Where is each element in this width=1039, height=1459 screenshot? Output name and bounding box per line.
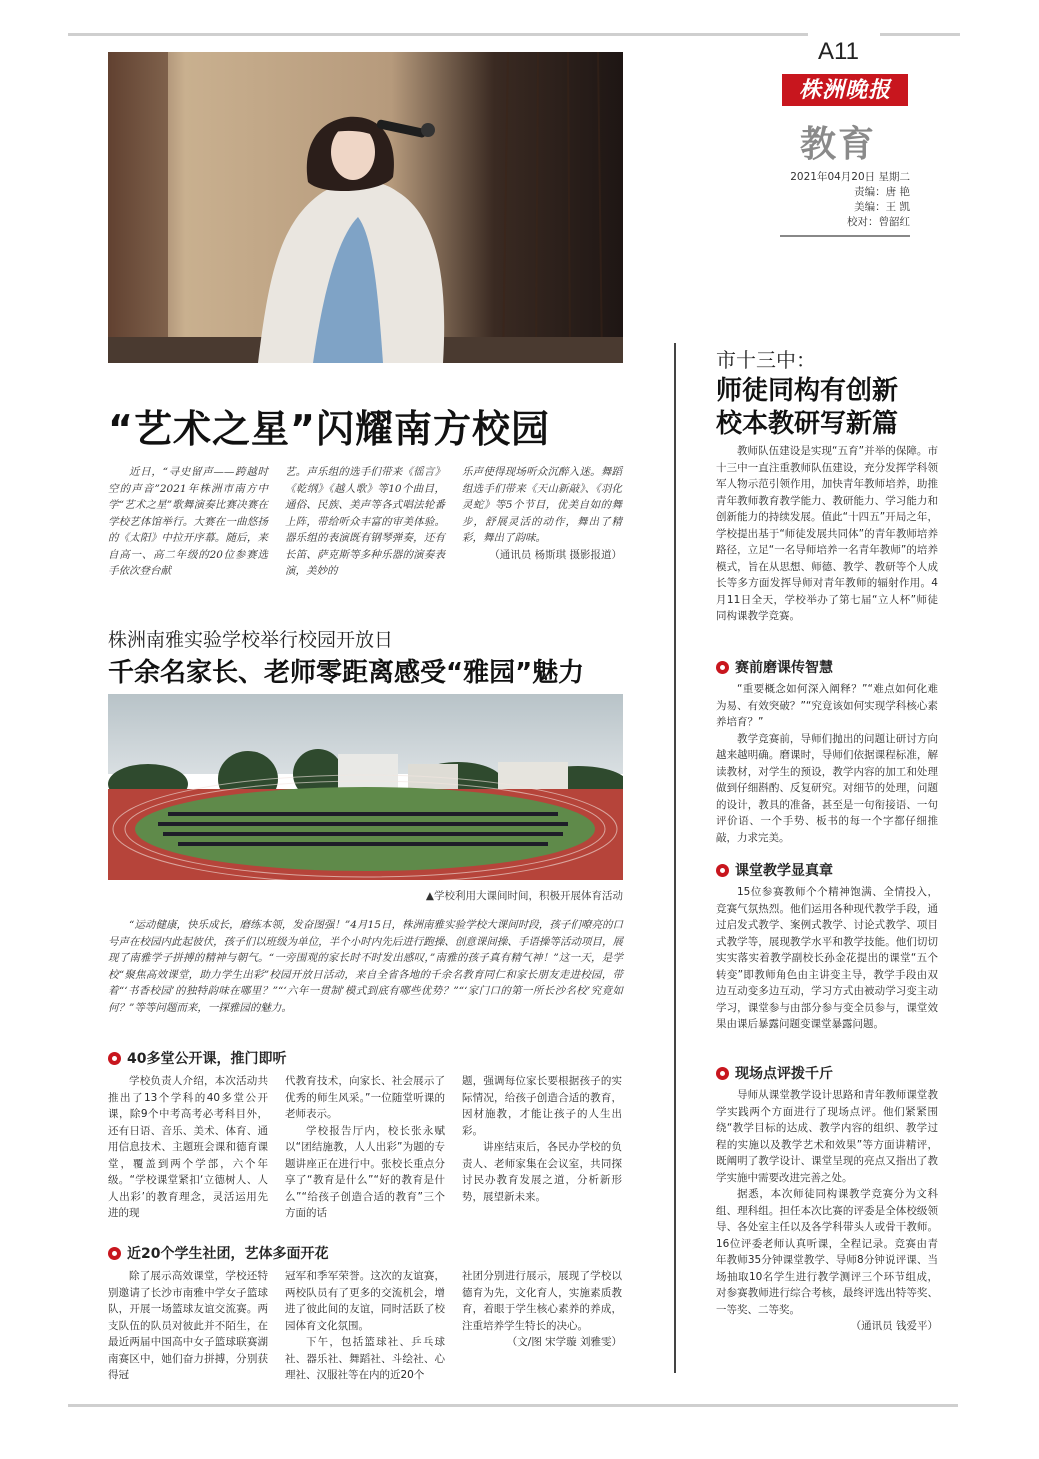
section-title: 教育 [800,124,877,165]
playground-caption: ▲学校利用大课间时间，积极开展体育活动 [425,890,623,902]
article1-col2 [285,464,445,580]
article2-s1-col2 [285,1073,445,1222]
article2-s1-col3 [462,1073,622,1205]
article2-s2-col3 [462,1268,622,1351]
article3-sub3-title: 现场点评拨千斤 [735,1066,833,1082]
article3-sub3 [716,1063,833,1083]
article3-sub1 [716,657,833,677]
article2-sub2 [108,1243,328,1263]
article3-sub1-title: 赛前磨课传智慧 [735,660,833,676]
article2-headline: 千余名家长、老师零距离感受“雅园”魅力 [108,658,585,688]
article3-s2 [716,884,938,1033]
article3-kicker: 市十三中： [716,348,816,372]
article1-col1-text: 近日，“寻史留声——跨越时空的声音”2021年株洲市南方中学“艺术之星”歌舞演奏比赛决赛在学校艺体馆举行。大赛在一曲悠扬的《太阳》中拉开序幕。随后，来自高一、高二年级的20位参赛选手依次登台献 [108,466,268,577]
article2-lead-text: “运动健康，快乐成长，磨练本领，发奋图强！”4月15日，株洲南雅实验学校大课间时段，孩子们嘹亮的口号声在校园内此起彼伏，孩子们以班级为单位，半个小时内先后进行跑操、创意课间操、手语操等活动项目，展现了南雅学子拼搏的精神与朝气。“一旁围观的家长时不时发出感叹，”南雅的孩子真有精气神！”这一天，是学校“聚焦高效课堂，助力学生出彩”校园开放日活动，来自全省各地的千余名教育同仁和家长朋友走进校园，带着“‘书香校园’的独特韵味在哪里？”“‘六年一贯制’模式到底有哪些优势？”“‘家门口的第一所长沙名校’究竟如何？”等等问题而来，一探雅园的魅力。 [108,919,623,1014]
article2-s1-col3a-text: 题，强调每位家长要根据孩子的实际情况，给孩子创造合适的教育，因材施教，才能让孩子的人生出彩。 [462,1075,622,1137]
article1-credit: （通讯员 杨斯琪 摄影报道） [489,548,622,561]
article2-s2-col2b-text: 下午，包括篮球社、乒乓球社、器乐社、舞蹈社、斗绘社、心理社、汉服社等在内的近20个 [285,1336,445,1381]
article3-s1-p1: “重要概念如何深入阐释？”“难点如何化难为易、有效突破？”“究竟该如何实现学科核心素养培育？” [716,683,938,728]
article3-s3-p2: 据悉，本次师徒同构课教学竞赛分为文科组、理科组。担任本次比赛的评委是全体校级领导、各处室主任以及各学科带头人或骨干教师。16位评委老师认真听课，全程记录。竞赛由青年教师35分钟课堂教学、导师8分钟说评课、当场抽取10名学生进行教学测评三个环节组成，对参赛教师进行综合考核，最终评选出特等奖、一等奖、二等奖。 [716,1188,938,1316]
page-number: A11 [818,38,859,65]
article3-s3-p1: 导师从课堂教学设计思路和青年教师课堂教学实践两个方面进行了现场点评。他们紧紧围绕“教学目标的达成、教学内容的组织、教学过程的实施以及教学艺术和效果”等方面讲精评，既阐明了教学设计、课堂呈现的亮点又指出了教学实施中需要改进完善之处。 [716,1089,938,1184]
article2-s1-col2a-text: 代教育技术，向家长、社会展示了优秀的师生风采。”一位随堂听课的老师表示。 [285,1075,445,1120]
article3-s1 [716,681,938,846]
article1-col2-text: 艺。声乐组的选手们带来《徭言》《乾纲》《越人歌》等10个曲目，通俗、民族、美声等各式唱法轮番上阵，带给听众丰富的审美体验。器乐组的表演既有钢琴弹奏，还有长笛、萨克斯等多种乐器的演奏表演，美妙的 [285,466,445,577]
paper-logo: 株洲晚报 [782,74,908,106]
top-rule-right [880,33,960,36]
proofreader-credit: 校对：曾韶红 [847,216,910,228]
article1-col3-text: 乐声使得现场听众沉醉入迷。舞蹈组选手们带来《天山新敲》、《羽化灵蛇》等5个节目，优美自如的舞步，舒展灵活的动作，舞出了精彩，舞出了韵味。 [462,466,622,544]
bottom-rule [68,1404,958,1407]
top-rule [68,33,808,36]
article2-sub2-title: 近20个学生社团，艺体多面开花 [127,1246,329,1262]
article3-sub2 [716,860,833,880]
article2-s1-col3b-text: 讲座结束后，各民办学校的负责人、老师家集在会议室，共同探讨民办教育发展之道，分析新形势，展望新未来。 [462,1141,622,1203]
article3-headline-1: 师徒同构有创新 [716,376,899,406]
column-divider [674,343,676,1373]
article1-col3 [462,464,622,563]
article3-headline-2: 校本教研写新篇 [716,409,899,439]
article2-s2-col1-text: 除了展示高效课堂，学校还特别邀请了长沙市南雅中学女子篮球队，开展一场篮球友谊交流赛。两支队伍的队员对彼此并不陌生，在最近两届中国高中女子篮球联赛湖南赛区中，她们奋力拼搏，分别获得冠 [108,1270,268,1381]
article2-s2-col1 [108,1268,268,1384]
singer-photo [108,52,623,363]
article3-s2-p1: 15位参赛教师个个精神饱满、全情投入，竞赛气氛热烈。他们运用各种现代教学手段，通过启发式教学、案例式教学、讨论式教学、项目式教学等，展现教学水平和教学技能。他们切切实实落实着教学副校长孙金花提出的课堂“五个转变”即教师角色由主讲变主导，教学手段由双边互动变多边互动，学习方式由被动学习变主动学习，课堂参与由部分参与变全员参与，课堂效果由课后暴露问题变课堂暴露问题。 [716,886,938,1030]
article2-s1-col1 [108,1073,268,1222]
article3-credit: （通讯员 钱爱平） [850,1320,938,1332]
playground-photo [108,694,623,880]
date-line [770,170,910,230]
article3-lead-text: 教师队伍建设是实现“五育”并举的保障。市十三中一直注重教师队伍建设，充分发挥学科领军人物示范引领作用，加快青年教师培养，助推青年教师教育教学能力、教研能力、学习能力和创新能力的持续发展。值此“十四五”开局之年，学校提出基于“师徒发展共同体”的青年教师培养路径，立足“一名导师培养一名青年教师”的培养模式，旨在从思想、师德、教学、教研等个人成长等多方面发挥导师对青年教师的辐射作用。4月11日全天，学校举办了第七届“立人杯”师徒同构课教学竞赛。 [716,445,938,622]
editor-credit: 责编：唐 艳 [854,186,910,198]
article1-headline: “艺术之星”闪耀南方校园 [108,407,550,451]
article3-sub2-title: 课堂教学显真章 [735,863,833,879]
bullet-icon [716,864,729,877]
article2-kicker: 株洲南雅实验学校举行校园开放日 [108,629,394,651]
article2-s2-col2 [285,1268,445,1384]
article2-credit: （文/图 宋学璇 刘雅雯） [506,1336,622,1348]
bullet-icon [716,1067,729,1080]
article2-lead [108,917,623,1016]
article2-sub1-title: 40多堂公开课，推门即听 [127,1051,287,1067]
article2-s1-col1-text: 学校负责人介绍，本次活动共推出了13个学科的40多堂公开课，除9个中考高考必考科目外，还有日语、音乐、美术、体育、通用信息技术、主题班会课和德育课堂，覆盖到两个学部，六个年级。“学校课堂紧扣‘立德树人、人人出彩’的教育理念，灵活运用先进的现 [108,1075,268,1219]
bullet-icon [716,661,729,674]
article3-s1-p2: 教学竞赛前，导师们抛出的问题让研讨方向越来越明确。磨课时，导师们依据课程标准，解读教材，对学生的预设，教学内容的加工和处理做到仔细斟酌、反复研究。对细节的处理，问题的设计，教具的准备，甚至是一句衔接语、一句评价语、一个手势、板书的每一个字都仔细推敲，力求完美。 [716,732,938,844]
bullet-icon [108,1247,121,1260]
article2-s1-col2b-text: 学校报告厅内，校长张永赋以“团结施教，人人出彩”为题的专题讲座正在进行中。张校长重点分享了“教育是什么”“好的教育是什么”“给孩子创造合适的教育”三个方面的话 [285,1124,445,1219]
issue-date: 2021年04月20日 星期二 [790,171,910,183]
masthead-rule [780,235,910,237]
designer-credit: 美编：王 凯 [854,201,910,213]
article1-col1 [108,464,268,580]
article3-lead [716,443,938,625]
article2-sub1 [108,1048,286,1068]
article3-s3 [716,1087,938,1335]
article2-s2-col3-text: 社团分别进行展示，展现了学校以德育为先，文化育人，实施素质教育，着眼于学生核心素养的养成，注重培养学生特长的决心。 [462,1270,622,1332]
bullet-icon [108,1052,121,1065]
article2-s2-col2a-text: 冠军和季军荣誉。这次的友谊赛，两校队员有了更多的交流机会，增进了彼此间的友谊，同时活跃了校园体育文化氛围。 [285,1270,445,1332]
